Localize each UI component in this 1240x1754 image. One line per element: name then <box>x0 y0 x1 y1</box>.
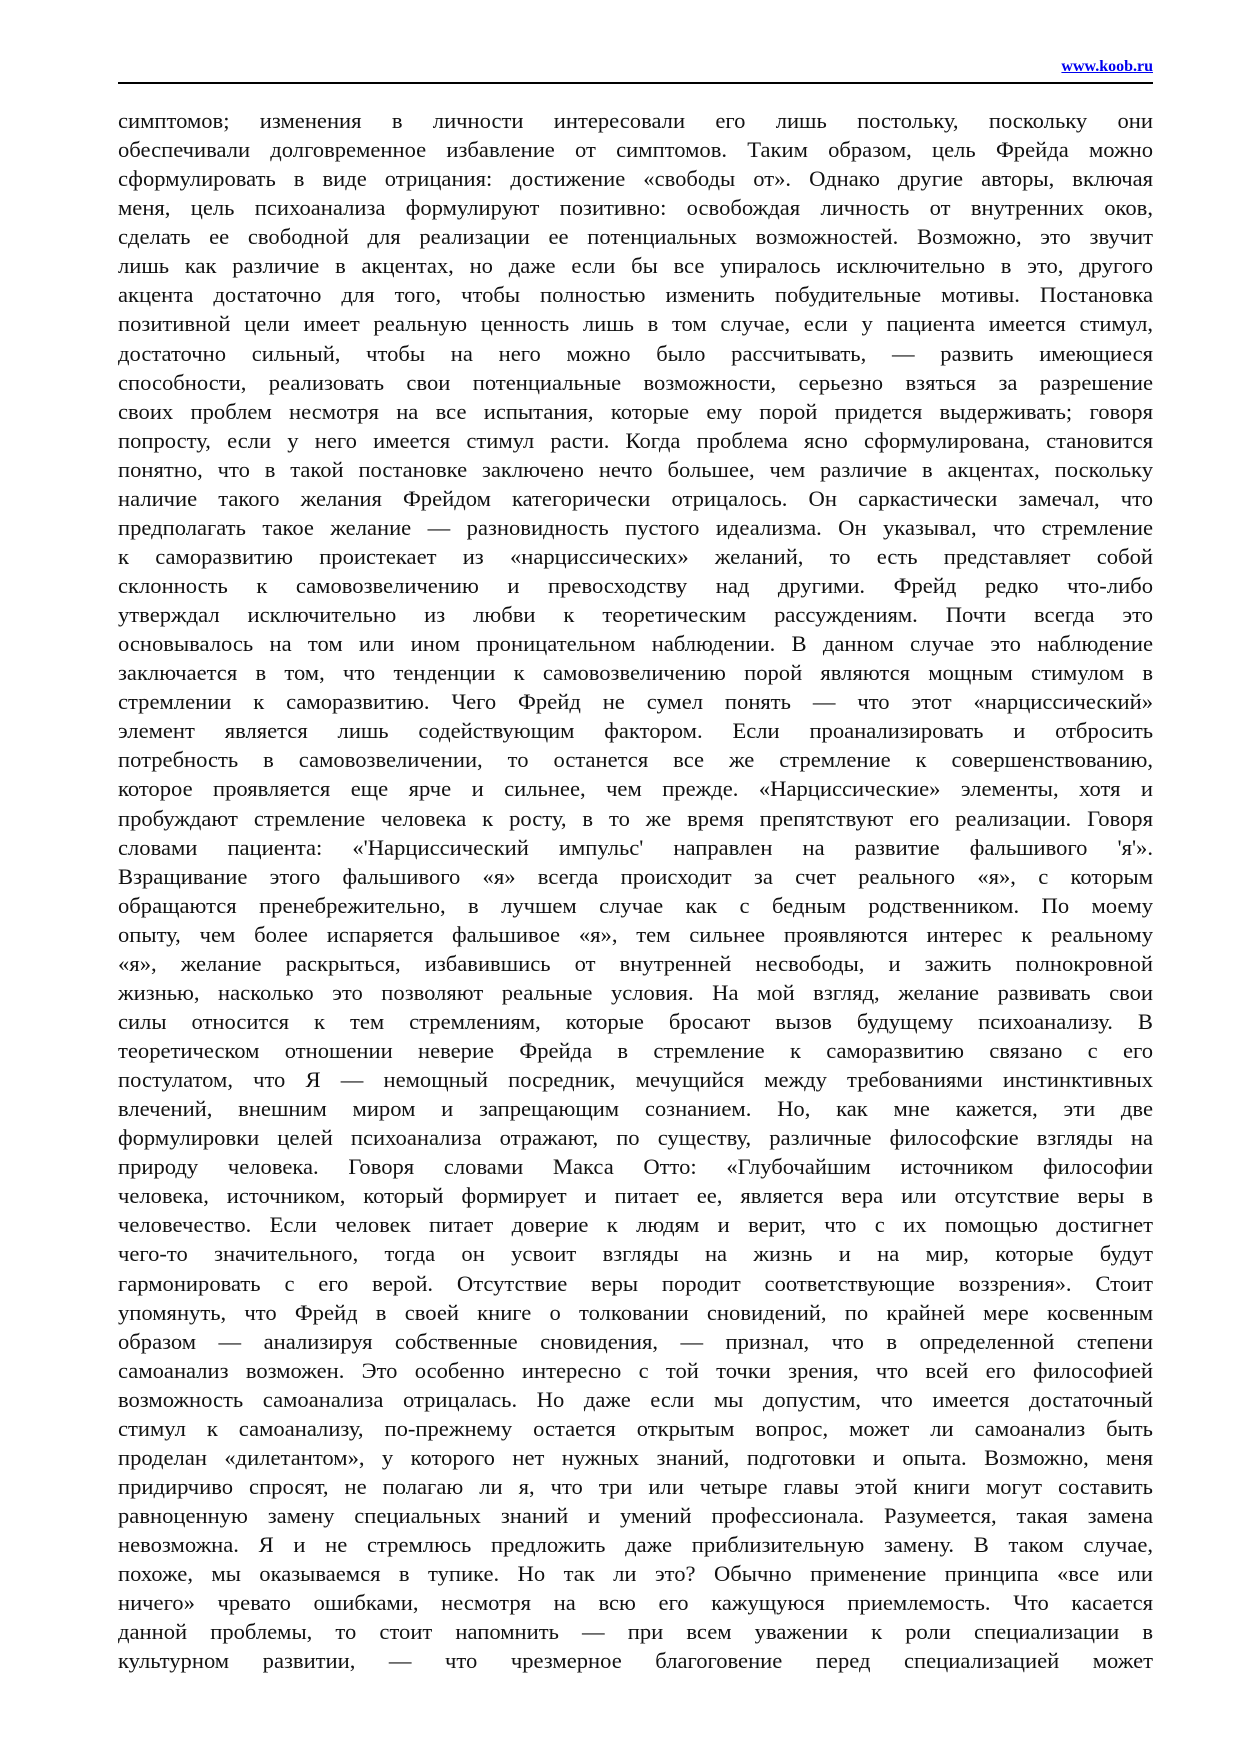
text-line: словами пациента: «'Нарциссический импульс' направлен на развитие фальшивого 'я'». <box>118 834 1153 860</box>
text-line: самоанализ возможен. Это особенно интересно с той точки зрения, что всей его философией <box>118 1357 1153 1383</box>
text-line: сделать ее свободной для реализации ее потенциальных возможностей. Возможно, это звучит <box>118 224 1153 250</box>
text-line: опыту, чем более испаряется фальшивое «я», тем сильнее проявляются интерес к реальному <box>118 921 1153 947</box>
text-line: стремлении к саморазвитию. Чего Фрейд не сумел понять — что этот «нарциссический» <box>118 689 1153 715</box>
text-line: утверждал исключительно из любви к теоретическим рассуждениям. Почти всегда это <box>118 602 1153 628</box>
text-line: пробуждают стремление человека к росту, в то же время препятствуют его реализации. Говоря <box>118 805 1153 831</box>
text-line: сформулировать в виде отрицания: достижение «свободы от». Однако другие авторы, включая <box>118 166 1153 192</box>
text-line: которое проявляется еще ярче и сильнее, чем прежде. «Нарциссические» элементы, хотя и <box>118 776 1153 802</box>
text-line: теоретическом отношении неверие Фрейда в стремление к саморазвитию связано с его <box>118 1038 1153 1063</box>
text-line: потребность в самовозвеличении, то останется все же стремление к совершенствованию, <box>118 747 1153 773</box>
text-line: придирчиво спросят, не полагаю ли я, что три или четыре главы этой книги могут составить <box>118 1473 1153 1499</box>
text-line: жизнью, насколько это позволяют реальные условия. На мой взгляд, желание развивать свои <box>118 979 1153 1005</box>
text-line: лишь как различие в акцентах, но даже если бы все упиралось исключительно в это, другого <box>118 253 1153 279</box>
text-line: обращаются пренебрежительно, в лучшем случае как с бедным родственником. По моему <box>118 892 1153 918</box>
text-line: постулатом, что Я — немощный посредник, мечущийся между требованиями инстинктивных <box>118 1067 1153 1093</box>
text-line: гармонировать с его верой. Отсутствие веры породит соответствующие воззрения». Стоит <box>118 1270 1153 1296</box>
text-line: похоже, мы оказываемся в тупике. Но так ли это? Обычно применение принципа «все или <box>118 1561 1153 1587</box>
text-line: акцента достаточно для того, чтобы полностью изменить побудительные мотивы. Постановка <box>118 282 1153 308</box>
text-line: природу человека. Говоря словами Макса Отто: «Глубочайшим источником философии <box>118 1154 1153 1180</box>
text-line: ничего» чревато ошибками, несмотря на всю его кажущуюся приемлемость. Что касается <box>118 1590 1153 1616</box>
text-line: стимул к самоанализу, по-прежнему остается открытым вопрос, может ли самоанализ быть <box>118 1415 1153 1441</box>
text-line: симптомов; изменения в личности интересовали его лишь постольку, поскольку они <box>118 108 1153 133</box>
text-line: обеспечивали долговременное избавление от симптомов. Таким образом, цель Фрейда можно <box>118 137 1153 163</box>
text-line: невозможна. Я и не стремлюсь предложить даже приблизительную замену. В таком случае, <box>118 1532 1153 1558</box>
text-line: основывалось на том или ином проницательном наблюдении. В данном случае это наблюдение <box>118 631 1153 657</box>
body-text <box>118 106 1153 1675</box>
text-line: меня, цель психоанализа формулируют позитивно: освобождая личность от внутренних оков, <box>118 195 1153 221</box>
text-line: образом — анализируя собственные сновидения, — признал, что в определенной степени <box>118 1328 1153 1354</box>
text-line: формулировки целей психоанализа отражают, по существу, различные философские взгляды на <box>118 1125 1153 1151</box>
text-line: к саморазвитию проистекает из «нарциссических» желаний, то есть представляет собой <box>118 543 1153 569</box>
text-line: влечений, внешним миром и запрещающим сознанием. Но, как мне кажется, эти две <box>118 1096 1153 1122</box>
text-line: человека, источником, который формирует и питает ее, является вера или отсутствие веры в <box>118 1183 1153 1209</box>
text-line: чего-то значительного, тогда он усвоит взгляды на жизнь и на мир, которые будут <box>118 1241 1153 1267</box>
text-line: попросту, если у него имеется стимул расти. Когда проблема ясно сформулирована, становится <box>118 427 1153 453</box>
page-header <box>118 56 1153 84</box>
text-line: человечество. Если человек питает доверие к людям и верит, что с их помощью достигнет <box>118 1212 1153 1238</box>
site-link[interactable]: www.koob.ru <box>1061 58 1153 75</box>
text-line: Взращивание этого фальшивого «я» всегда происходит за счет реального «я», с которым <box>118 863 1153 889</box>
text-line: достаточно сильный, чтобы на него можно было рассчитывать, — развить имеющиеся <box>118 340 1153 366</box>
text-line: культурном развитии, — что чрезмерное благоговение перед специализацией может <box>118 1648 1153 1674</box>
text-line: упомянуть, что Фрейд в своей книге о толковании сновидений, по крайней мере косвенным <box>118 1299 1153 1325</box>
text-line: понятно, что в такой постановке заключено нечто большее, чем различие в акцентах, поскольку <box>118 456 1153 482</box>
text-line: позитивной цели имеет реальную ценность лишь в том случае, если у пациента имеется стимул, <box>118 311 1153 337</box>
text-line: склонность к самовозвеличению и превосходству над другими. Фрейд редко что-либо <box>118 573 1153 598</box>
text-line: данной проблемы, то стоит напомнить — при всем уважении к роли специализации в <box>118 1619 1153 1645</box>
text-line: наличие такого желания Фрейдом категорически отрицалось. Он саркастически замечал, что <box>118 485 1153 511</box>
text-line: заключается в том, что тенденции к самовозвеличению порой являются мощным стимулом в <box>118 660 1153 686</box>
text-line: «я», желание раскрыться, избавившись от внутренней несвободы, и зажить полнокровной <box>118 950 1153 976</box>
text-line: проделан «дилетантом», у которого нет нужных знаний, подготовки и опыта. Возможно, меня <box>118 1444 1153 1470</box>
text-line: способности, реализовать свои потенциальные возможности, серьезно взяться за разрешение <box>118 369 1153 395</box>
text-line: элемент является лишь содействующим фактором. Если проанализировать и отбросить <box>118 718 1153 744</box>
text-line: предполагать такое желание — разновидность пустого идеализма. Он указывал, что стремление <box>118 514 1153 540</box>
text-line: силы относится к тем стремлениям, которые бросают вызов будущему психоанализу. В <box>118 1008 1153 1034</box>
text-line: своих проблем несмотря на все испытания, которые ему порой придется выдерживать; говоря <box>118 398 1153 424</box>
text-line: равноценную замену специальных знаний и умений профессионала. Разумеется, такая замена <box>118 1503 1153 1528</box>
text-line: возможность самоанализа отрицалась. Но даже если мы допустим, что имеется достаточный <box>118 1386 1153 1412</box>
